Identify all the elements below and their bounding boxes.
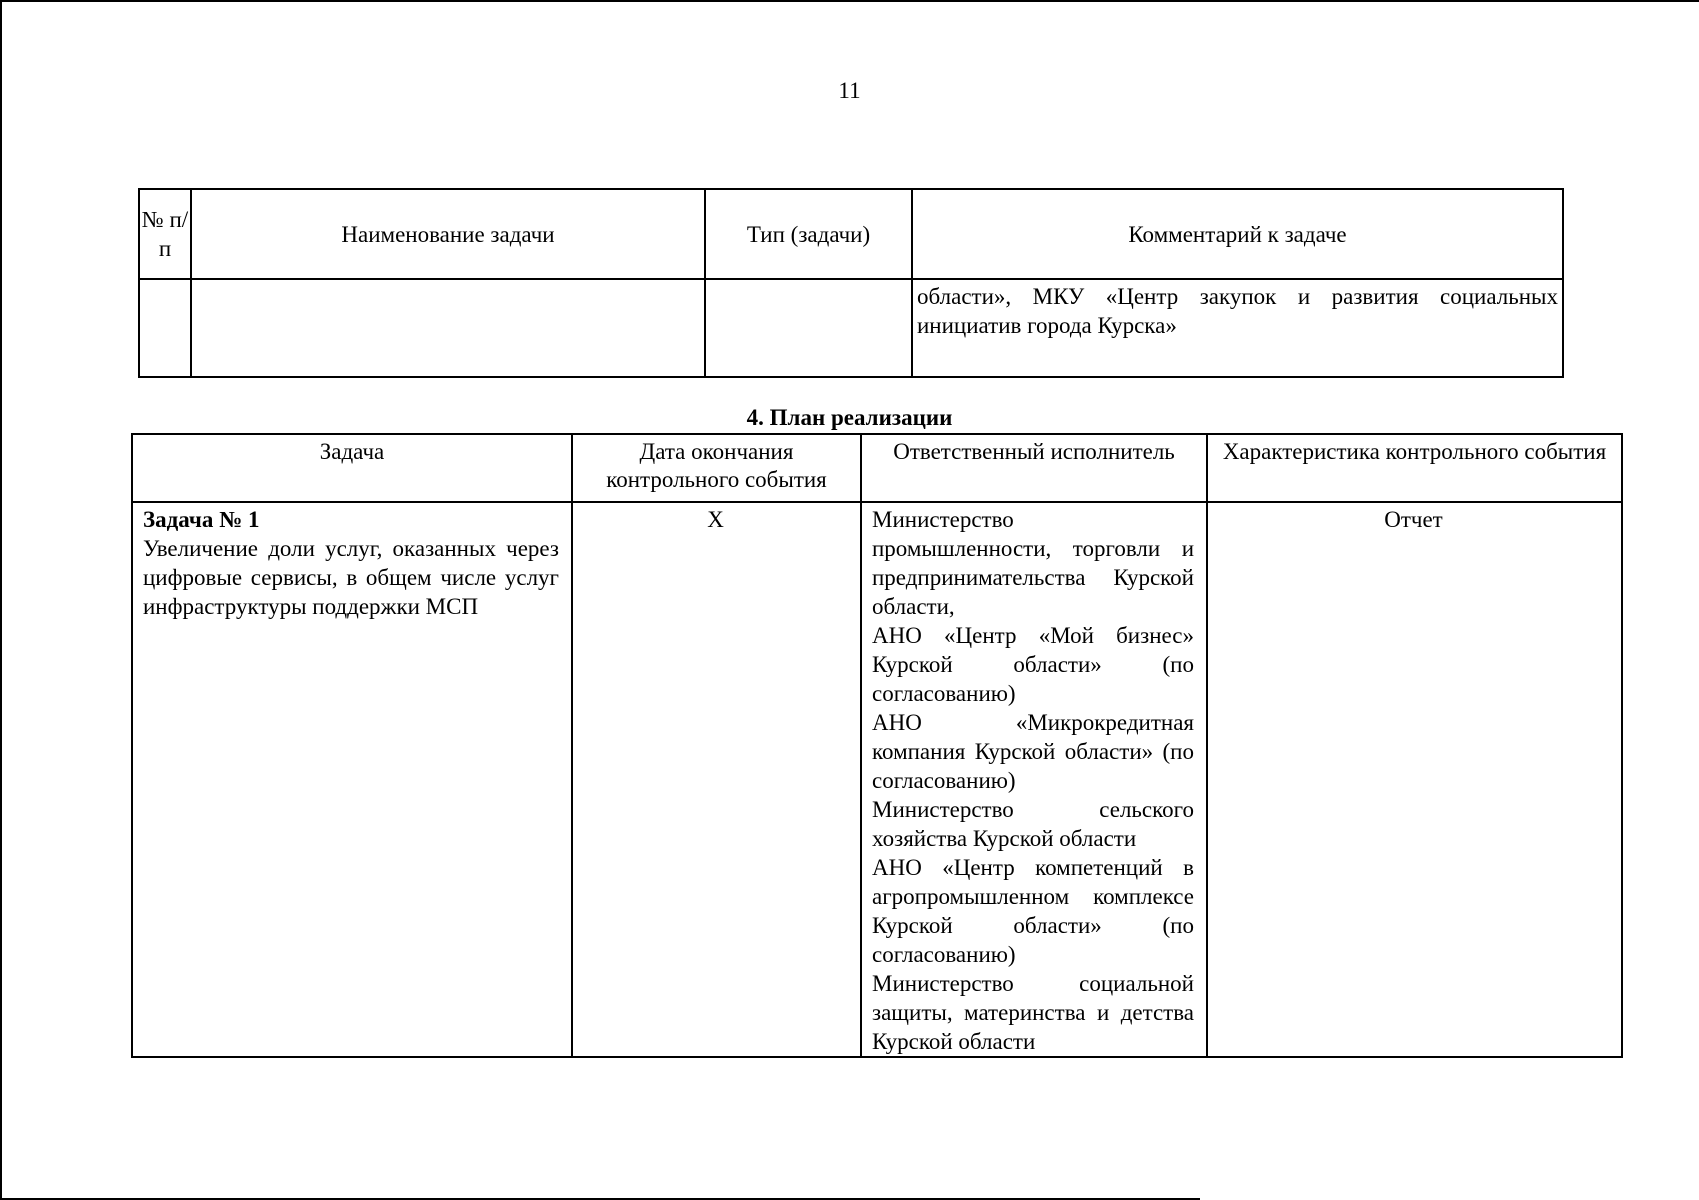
header-task: Задача: [132, 434, 572, 502]
cell-number: [139, 279, 191, 377]
header-task-type: Тип (задачи): [705, 189, 912, 279]
header-number: № п/п: [139, 189, 191, 279]
cell-end-date: Х: [572, 502, 861, 1057]
scan-border-top: [0, 0, 1699, 2]
executor-item: АНО «Микрокредитная компания Курской области» (по согласованию): [872, 710, 1194, 793]
executor-item: Министерство социальной защиты, материнства и детства Курской области: [872, 971, 1194, 1054]
header-characteristic: Характеристика контрольного события: [1207, 434, 1622, 502]
executor-item: Министерство сельского хозяйства Курской области: [872, 797, 1194, 851]
task-table-header-row: [139, 189, 1563, 279]
cell-task-name: [191, 279, 705, 377]
cell-responsible: [861, 502, 1207, 1057]
task-description: Увеличение доли услуг, оказанных через цифровые сервисы, в общем числе услуг инфраструктуры поддержки МСП: [143, 536, 559, 619]
task-table: [138, 188, 1564, 378]
task-title: Задача № 1: [143, 507, 260, 532]
executor-item: АНО «Центр компетенций в агропромышленном комплексе Курской области» (по согласованию): [872, 855, 1194, 967]
cell-task-comment: области», МКУ «Центр закупок и развития социальных инициатив города Курска»: [912, 279, 1563, 377]
executor-item: Министерство промышленности, торговли и предпринимательства Курской области,: [872, 507, 1194, 619]
header-task-comment: Комментарий к задаче: [912, 189, 1563, 279]
cell-task: [132, 502, 572, 1057]
table-row: [132, 502, 1622, 1057]
section-heading: 4. План реализации: [746, 405, 953, 430]
plan-table: [131, 433, 1623, 1058]
executor-item: АНО «Центр «Мой бизнес» Курской области» (по согласованию): [872, 623, 1194, 706]
page-number: 11: [838, 78, 861, 103]
table-row: [139, 279, 1563, 377]
header-end-date: Дата окончания контрольного события: [572, 434, 861, 502]
cell-characteristic: Отчет: [1207, 502, 1622, 1057]
plan-table-header-row: [132, 434, 1622, 502]
cell-task-type: [705, 279, 912, 377]
header-responsible: Ответственный исполнитель: [861, 434, 1207, 502]
header-task-name: Наименование задачи: [191, 189, 705, 279]
scan-border-left: [0, 0, 2, 1200]
